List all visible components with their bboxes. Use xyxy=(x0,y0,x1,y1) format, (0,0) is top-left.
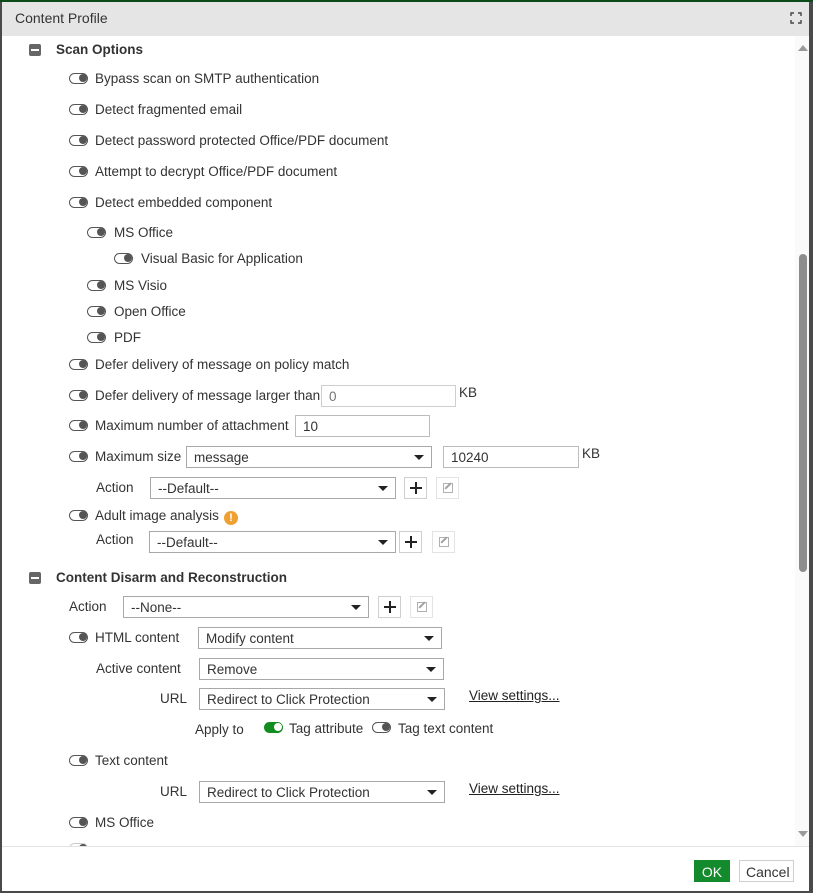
adult-image-add-action-button[interactable] xyxy=(399,531,422,553)
max-size-action-value: --Default-- xyxy=(158,481,219,496)
bypass-smtp-toggle[interactable] xyxy=(69,73,88,84)
max-size-action-select[interactable] xyxy=(150,477,396,499)
html-url-select[interactable] xyxy=(199,688,445,710)
embedded-pdf-label: PDF xyxy=(114,330,141,345)
cdr-ms-office-label: MS Office xyxy=(95,815,155,830)
max-size-type-select[interactable] xyxy=(186,446,432,468)
detect-password-label: Detect password protected Office/PDF document xyxy=(95,133,389,148)
plus-icon xyxy=(410,482,422,494)
chevron-down-icon xyxy=(427,697,437,702)
cdr-action-value: --None-- xyxy=(131,600,182,615)
cdr-action-label: Action xyxy=(69,599,107,614)
embedded-ms-visio-toggle[interactable] xyxy=(87,280,106,291)
html-url-value: Redirect to Click Protection xyxy=(207,692,370,707)
vertical-scrollbar[interactable] xyxy=(795,36,809,846)
embedded-open-office-toggle[interactable] xyxy=(87,306,106,317)
scroll-down-icon[interactable] xyxy=(798,831,808,837)
max-size-input[interactable] xyxy=(443,446,579,468)
plus-icon xyxy=(384,601,396,613)
ok-button[interactable]: OK xyxy=(694,860,730,882)
embedded-open-office-label: Open Office xyxy=(114,304,186,319)
adult-image-label: Adult image analysis xyxy=(95,508,219,523)
window-right-edge xyxy=(809,2,813,893)
html-content-label: HTML content xyxy=(95,630,180,645)
embedded-pdf-toggle[interactable] xyxy=(87,332,106,343)
content-profile-dialog xyxy=(2,2,809,891)
embedded-ms-visio-label: MS Visio xyxy=(114,278,168,293)
html-url-view-settings-link[interactable]: View settings... xyxy=(469,688,560,703)
edit-icon xyxy=(439,537,449,547)
bypass-smtp-label: Bypass scan on SMTP authentication xyxy=(95,71,320,86)
detect-embedded-label: Detect embedded component xyxy=(95,195,273,210)
cdr-ms-office-toggle[interactable] xyxy=(69,817,88,828)
tag-text-content-label: Tag text content xyxy=(398,721,494,736)
text-content-label: Text content xyxy=(95,753,168,768)
scroll-up-icon[interactable] xyxy=(798,45,808,51)
max-size-unit: KB xyxy=(582,446,601,461)
detect-password-toggle[interactable] xyxy=(69,135,88,146)
max-attach-toggle[interactable] xyxy=(69,420,88,431)
html-content-value: Modify content xyxy=(206,631,294,646)
tag-attribute-label: Tag attribute xyxy=(289,721,364,736)
cdr-add-action-button[interactable] xyxy=(378,596,401,618)
chevron-down-icon xyxy=(426,667,436,672)
adult-image-edit-action-button[interactable] xyxy=(432,531,455,553)
dialog-footer xyxy=(2,846,809,891)
edit-icon xyxy=(417,602,427,612)
max-attach-input[interactable] xyxy=(295,415,430,437)
tag-attribute-toggle[interactable] xyxy=(264,722,283,733)
text-url-select[interactable] xyxy=(199,781,445,803)
apply-to-label: Apply to xyxy=(195,722,244,737)
attempt-decrypt-label: Attempt to decrypt Office/PDF document xyxy=(95,164,338,179)
embedded-vba-label: Visual Basic for Application xyxy=(141,251,303,266)
attempt-decrypt-toggle[interactable] xyxy=(69,166,88,177)
defer-policy-label: Defer delivery of message on policy match xyxy=(95,357,350,372)
embedded-ms-office-toggle[interactable] xyxy=(87,227,106,238)
html-content-toggle[interactable] xyxy=(69,632,88,643)
detect-fragmented-label: Detect fragmented email xyxy=(95,102,243,117)
scrollbar-thumb[interactable] xyxy=(799,254,807,572)
plus-icon xyxy=(405,536,417,548)
url-label: URL xyxy=(160,691,188,706)
adult-image-action-label: Action xyxy=(96,532,134,547)
text-content-toggle[interactable] xyxy=(69,755,88,766)
cdr-heading: Content Disarm and Reconstruction xyxy=(56,570,288,585)
adult-image-toggle[interactable] xyxy=(69,510,88,521)
text-url-value: Redirect to Click Protection xyxy=(207,785,370,800)
embedded-ms-office-label: MS Office xyxy=(114,225,174,240)
defer-larger-input[interactable] xyxy=(321,385,456,407)
detect-fragmented-toggle[interactable] xyxy=(69,104,88,115)
adult-image-action-value: --Default-- xyxy=(157,535,218,550)
scan-options-collapse-icon[interactable] xyxy=(29,44,41,56)
cdr-action-select[interactable] xyxy=(123,596,369,618)
defer-larger-toggle[interactable] xyxy=(69,390,88,401)
expand-icon[interactable] xyxy=(790,12,802,24)
warning-icon[interactable]: ! xyxy=(224,511,238,525)
dialog-title: Content Profile xyxy=(15,10,108,26)
defer-larger-label: Defer delivery of message larger than xyxy=(95,388,321,403)
active-content-select[interactable] xyxy=(199,658,444,680)
scan-options-heading: Scan Options xyxy=(56,42,144,57)
defer-larger-unit: KB xyxy=(459,385,478,400)
chevron-down-icon xyxy=(351,605,361,610)
tag-text-content-toggle[interactable] xyxy=(372,722,391,733)
edit-icon xyxy=(443,483,453,493)
chevron-down-icon xyxy=(424,636,434,641)
max-size-toggle[interactable] xyxy=(69,451,88,462)
active-content-label: Active content xyxy=(96,661,181,676)
chevron-down-icon xyxy=(427,790,437,795)
html-content-select[interactable] xyxy=(198,627,442,649)
dialog-titlebar xyxy=(2,2,809,36)
chevron-down-icon xyxy=(414,455,424,460)
chevron-down-icon xyxy=(378,540,388,545)
active-content-value: Remove xyxy=(207,662,258,677)
embedded-vba-toggle[interactable] xyxy=(114,253,133,264)
cdr-collapse-icon[interactable] xyxy=(29,572,41,584)
detect-embedded-toggle[interactable] xyxy=(69,197,88,208)
adult-image-action-select[interactable] xyxy=(149,531,396,553)
max-size-type-value: message xyxy=(194,450,249,465)
text-url-view-settings-link[interactable]: View settings... xyxy=(469,781,560,796)
max-size-action-label: Action xyxy=(96,480,134,495)
max-size-label: Maximum size xyxy=(95,449,182,464)
cancel-button[interactable]: Cancel xyxy=(739,860,794,882)
max-size-add-action-button[interactable] xyxy=(404,477,427,499)
cdr-edit-action-button[interactable] xyxy=(410,596,433,618)
defer-policy-toggle[interactable] xyxy=(69,359,88,370)
max-size-edit-action-button[interactable] xyxy=(436,477,459,499)
max-attach-label: Maximum number of attachment xyxy=(95,418,289,433)
chevron-down-icon xyxy=(378,486,388,491)
dialog-body xyxy=(2,36,809,846)
text-url-label: URL xyxy=(160,784,188,799)
